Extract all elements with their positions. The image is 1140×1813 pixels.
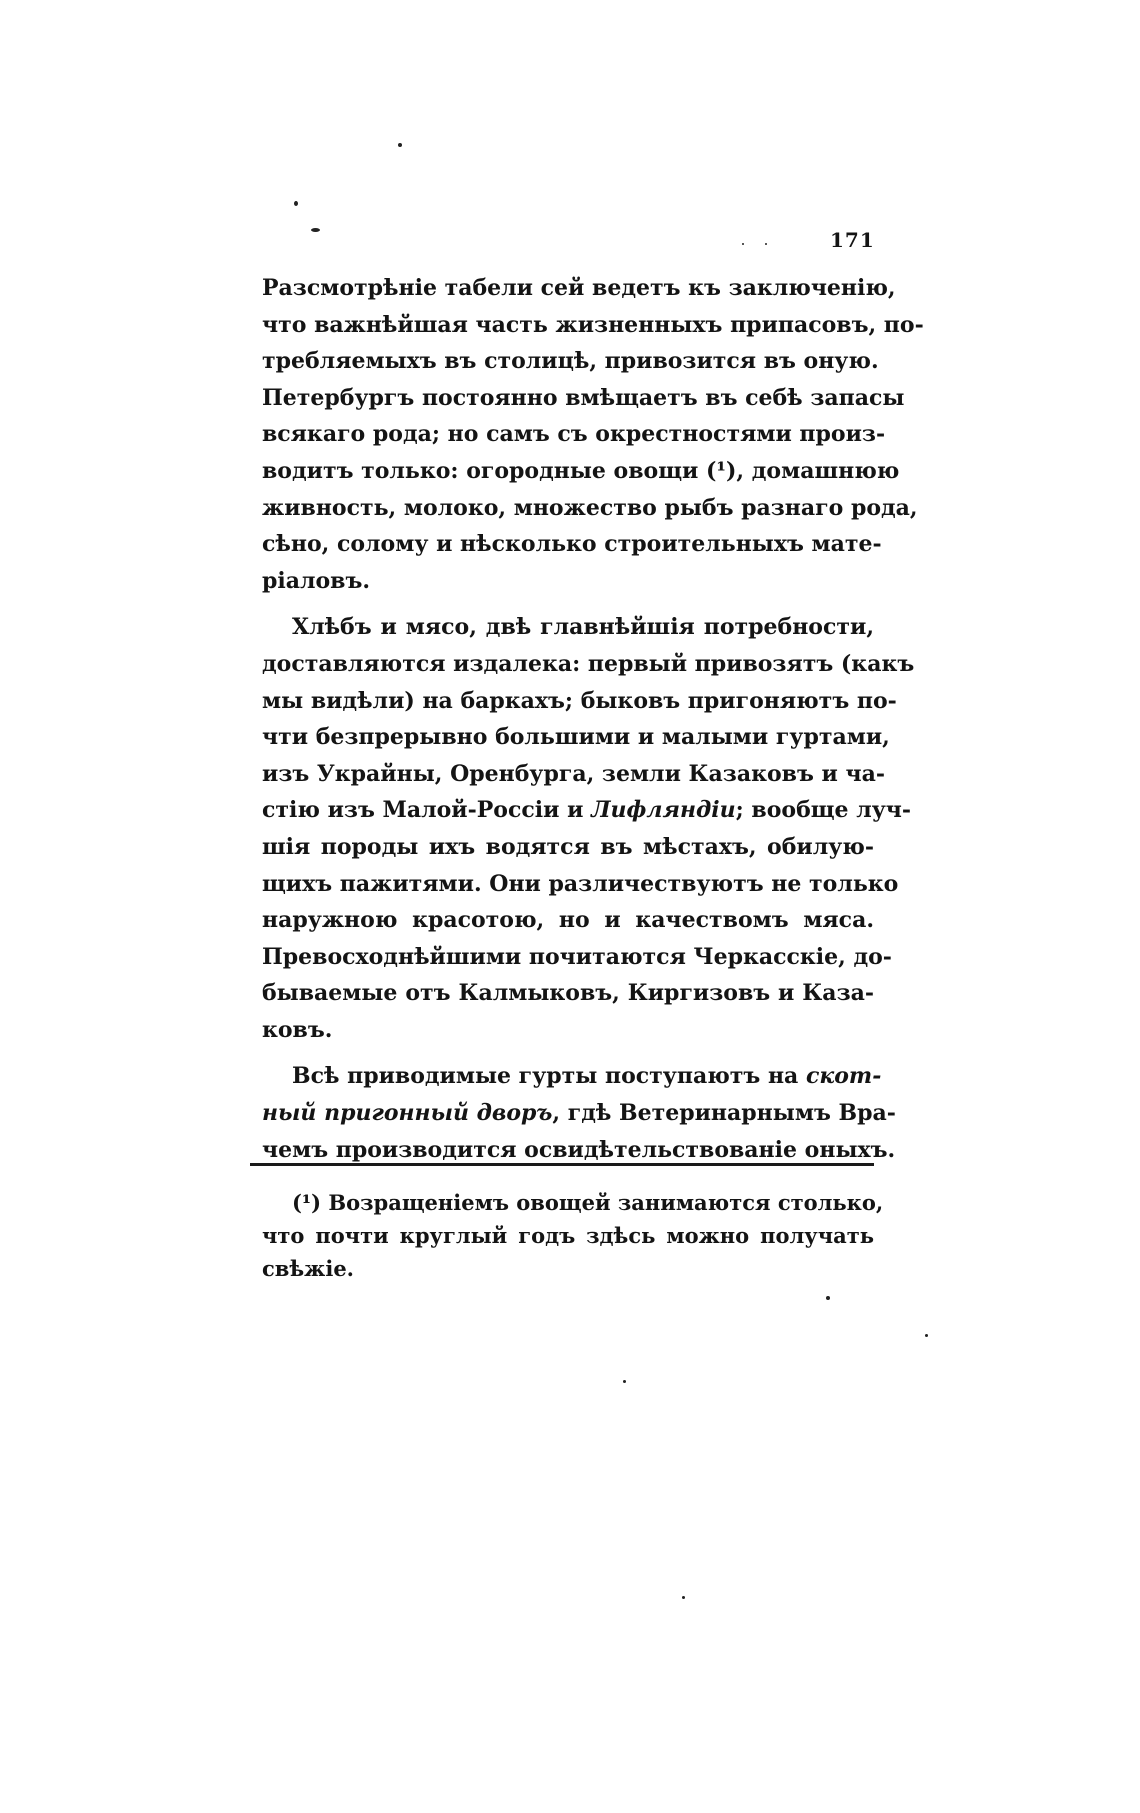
scan-speck <box>925 1334 928 1337</box>
text-line: требляемыхъ въ столицѣ, привозится въ оную. <box>262 348 879 375</box>
scan-speck <box>311 228 320 232</box>
scan-speck <box>294 201 298 206</box>
italic-term: Лифляндіи <box>591 797 736 824</box>
paragraph-1 <box>262 270 924 599</box>
text-line: шія породы ихъ водятся въ мѣстахъ, обилую- <box>262 833 874 860</box>
scan-speck <box>742 243 744 245</box>
footnote-line: что почти круглый годъ здѣсь можно получать <box>262 1223 874 1248</box>
italic-term: ный пригонный дворъ <box>262 1100 553 1127</box>
text-line: Разсмотрѣніе табели сей ведетъ къ заключенію, <box>262 275 896 301</box>
text-line: Петербургъ постоянно вмѣщаетъ въ себѣ запасы <box>262 384 905 411</box>
footnote-line: свѣжіе. <box>262 1256 354 1281</box>
text-line: Хлѣбъ и мясо, двѣ главнѣйшія потребности, <box>292 614 874 641</box>
text-line: ріаловъ. <box>262 567 371 594</box>
page-number: 171 <box>830 228 875 252</box>
text-line: мы видѣли) на баркахъ; быковъ пригоняютъ по- <box>262 687 897 714</box>
footnote <box>262 1186 884 1285</box>
text-line: что важнѣйшая часть жизненныхъ припасовъ, по- <box>262 311 924 338</box>
scan-speck <box>398 143 402 147</box>
scan-speck <box>765 243 767 245</box>
scan-speck <box>682 1596 685 1599</box>
paragraph-2 <box>262 609 915 1048</box>
text-line: чти безпрерывно большими и малыми гуртами, <box>262 724 890 751</box>
text-line: Превосходнѣйшими почитаются Черкасскіе, до- <box>262 943 892 970</box>
text-line: всякаго рода; но самъ съ окрестностями произ- <box>262 421 886 448</box>
text-line: доставляются издалека: первый привозятъ (какъ <box>262 650 915 677</box>
text-line: щихъ пажитями. Они различествуютъ не только <box>262 870 899 897</box>
footnote-line: (¹) Возращеніемъ овощей занимаются столько, <box>292 1190 884 1215</box>
text-line: изъ Украйны, Оренбурга, земли Казаковъ и ча- <box>262 760 885 787</box>
footnote-divider <box>250 1163 874 1166</box>
main-text <box>262 270 924 1168</box>
text-line: водитъ только: огородные овощи (¹), домашнюю <box>262 457 900 484</box>
text-line: живность, молоко, множество рыбъ разнаго рода, <box>262 494 918 521</box>
text-line: стію изъ Малой-Россіи и Лифляндіи; вообще луч- <box>262 797 912 824</box>
text-line: Всѣ приводимые гурты поступаютъ на скот- <box>292 1063 882 1090</box>
italic-term: скот- <box>805 1063 882 1090</box>
scan-speck <box>826 1296 830 1300</box>
text-line: ковъ. <box>262 1016 333 1043</box>
text-line: сѣно, солому и нѣсколько строительныхъ мате- <box>262 531 882 558</box>
scan-speck <box>623 1380 626 1383</box>
text-line: чемъ производится освидѣтельствованіе оныхъ. <box>262 1136 896 1163</box>
paragraph-3 <box>262 1058 896 1168</box>
text-line: бываемые отъ Калмыковъ, Киргизовъ и Каза- <box>262 980 874 1007</box>
text-line: ный пригонный дворъ, гдѣ Ветеринарнымъ Вра- <box>262 1100 896 1127</box>
text-line: наружною красотою, но и качествомъ мяса. <box>262 907 874 934</box>
